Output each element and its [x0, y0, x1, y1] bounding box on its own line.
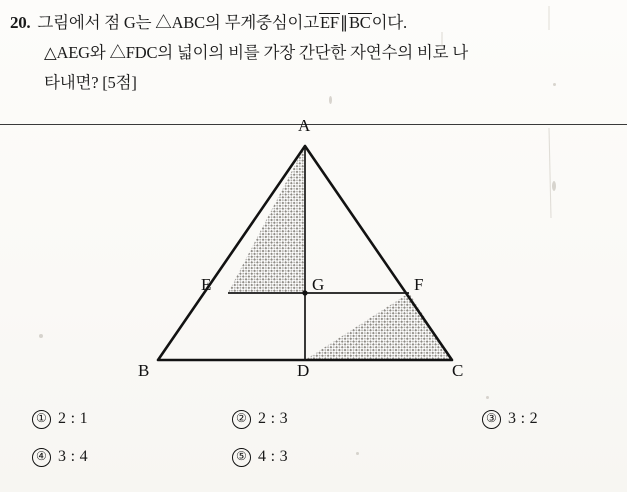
choice-1-label: 2 : 1 [58, 410, 88, 427]
choice-1[interactable] [32, 410, 88, 429]
scan-speck [329, 96, 332, 104]
choice-5[interactable] [232, 448, 288, 467]
vertex-label-c: C [452, 361, 464, 380]
question-block [10, 8, 618, 98]
question-text-part-1: 그림에서 점 G는 △ABC의 무게중심이고 [37, 13, 320, 32]
question-line-2: △AEG와 △FDC의 넓이의 비를 가장 간단한 자연수의 비로 나 [44, 43, 469, 62]
choice-1-marker: ① [32, 410, 51, 429]
vertex-label-b: B [138, 361, 150, 380]
choice-3[interactable] [482, 410, 538, 429]
scan-speck [553, 83, 556, 86]
choice-3-marker: ③ [482, 410, 501, 429]
choice-3-label: 3 : 2 [508, 410, 538, 427]
vertex-label-a: A [298, 116, 311, 135]
choice-5-label: 4 : 3 [258, 448, 288, 465]
triangle-diagram [0, 128, 627, 398]
parallel-symbol: ∥ [339, 13, 348, 32]
horizontal-divider [0, 124, 627, 125]
question-text-part-2: 이다. [371, 13, 407, 32]
question-line-1 [10, 8, 618, 38]
scan-speck [39, 334, 43, 338]
geometry-figure [0, 116, 627, 398]
choice-2-marker: ② [232, 410, 251, 429]
centroid-label-g: G [312, 275, 325, 294]
choice-4-label: 3 : 4 [58, 448, 88, 465]
choice-4[interactable] [32, 448, 88, 467]
shaded-triangle-aeg [228, 146, 305, 293]
centroid-point-g [302, 290, 307, 295]
choice-4-marker: ④ [32, 448, 51, 467]
scan-speck [552, 181, 556, 191]
segment-ef-label: EF [320, 13, 339, 32]
scan-smudge [441, 32, 443, 46]
scan-speck [486, 396, 489, 399]
segment-bc-label: BC [348, 13, 371, 32]
vertex-label-e: E [201, 275, 212, 294]
answer-choices [0, 408, 627, 488]
choice-2-label: 2 : 3 [258, 410, 288, 427]
scan-speck [356, 452, 359, 455]
vertex-label-d: D [297, 361, 310, 380]
question-number: 20. [10, 13, 31, 32]
scan-smudge [548, 6, 550, 30]
choice-2[interactable] [232, 410, 288, 429]
choice-5-marker: ⑤ [232, 448, 251, 467]
vertex-label-f: F [414, 275, 424, 294]
scan-streak [549, 128, 551, 218]
question-line-3: 타내면? [5점] [44, 73, 137, 92]
